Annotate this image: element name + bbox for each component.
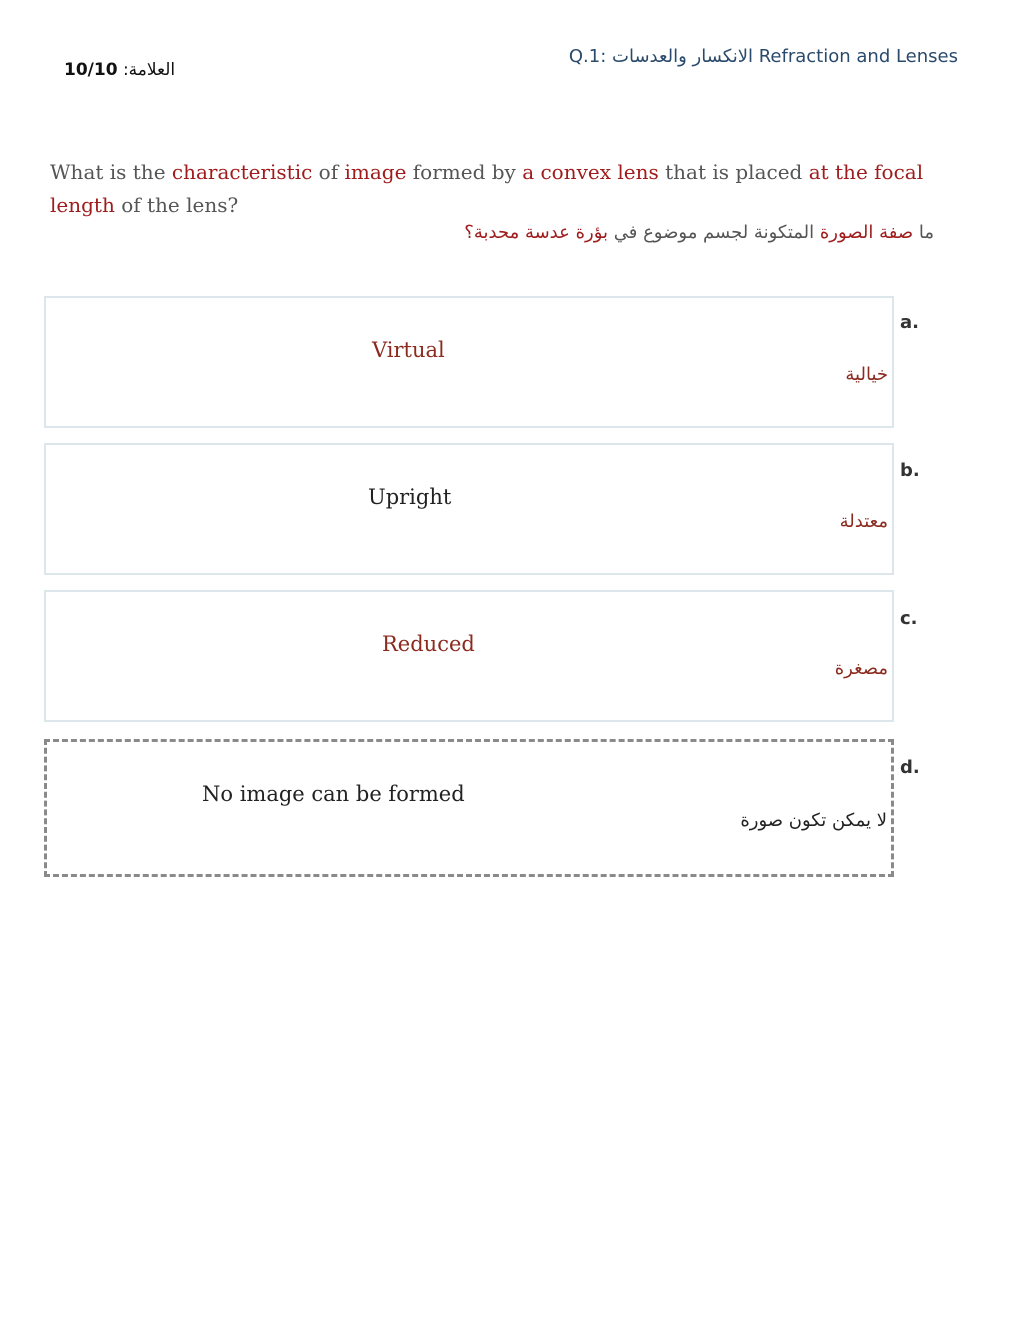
option-a-ar: خيالية <box>845 364 888 385</box>
q-ar-part: صفة الصورة <box>819 222 914 243</box>
score-value: 10/10 <box>64 60 118 80</box>
q-en-part: a convex lens <box>522 160 659 184</box>
option-b-ar: معتدلة <box>839 511 888 532</box>
option-c[interactable] <box>44 590 894 722</box>
q-en-part: of <box>312 160 345 184</box>
question-text-en <box>50 156 930 222</box>
q-en-part: What is the <box>50 160 172 184</box>
score <box>64 60 175 80</box>
option-a-letter: a. <box>900 312 919 333</box>
option-b-en: Upright <box>368 485 452 509</box>
score-label: العلامة: <box>122 60 176 80</box>
q-en-part: characteristic <box>171 160 313 184</box>
q-ar-part: بؤرة عدسة محدبة؟ <box>464 222 609 243</box>
option-c-en: Reduced <box>382 632 475 656</box>
question-title: Q.1: الانكسار والعدسات Refraction and Lenses <box>568 46 958 67</box>
option-c-ar: مصغرة <box>834 658 888 679</box>
option-d-en: No image can be formed <box>202 782 465 806</box>
q-en-part: at the focal length <box>50 160 924 217</box>
option-b-letter: b. <box>900 460 920 481</box>
option-a-en: Virtual <box>372 338 445 362</box>
q-ar-part: ما <box>913 222 934 243</box>
option-d-ar: لا يمكن تكون صورة <box>740 810 887 831</box>
option-d-letter: d. <box>900 757 920 778</box>
q-en-part: image <box>344 160 407 184</box>
q-en-part: of the lens? <box>114 193 239 217</box>
q-en-part: that is placed <box>658 160 809 184</box>
question-text-ar <box>334 222 934 243</box>
q-en-part: formed by <box>406 160 523 184</box>
option-a[interactable] <box>44 296 894 428</box>
option-c-letter: c. <box>900 608 918 629</box>
option-d[interactable] <box>44 739 894 877</box>
q-ar-part: المتكونة لجسم موضوع في <box>608 222 820 243</box>
option-b[interactable] <box>44 443 894 575</box>
